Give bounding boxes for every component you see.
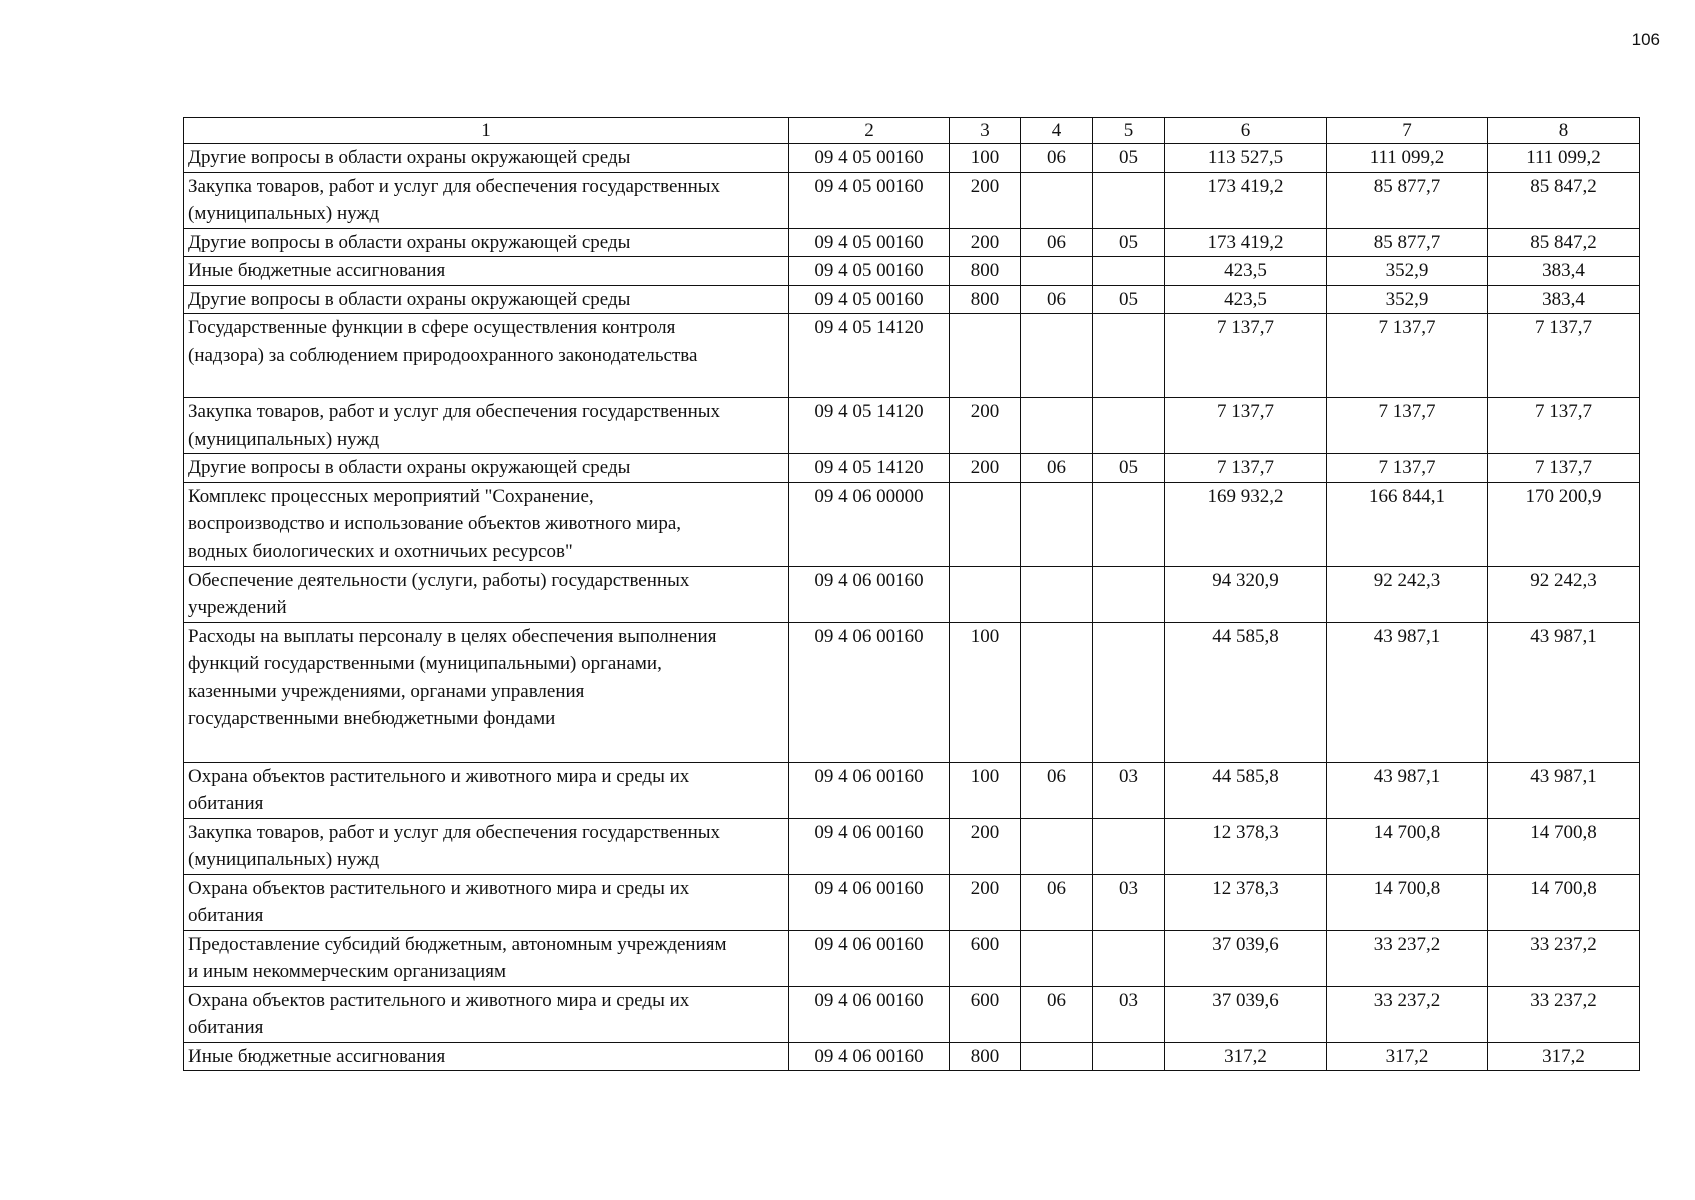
row-expense-type-cell xyxy=(950,314,1021,398)
row-amount-col6-cell: 7 137,7 xyxy=(1165,314,1327,398)
table-row xyxy=(184,144,1640,173)
row-expense-type-cell: 600 xyxy=(950,986,1021,1042)
row-amount-col6-cell: 173 419,2 xyxy=(1165,228,1327,257)
row-name-cell: Закупка товаров, работ и услуг для обеспечения государственных (муниципальных) нужд xyxy=(184,172,789,228)
table-row xyxy=(184,566,1640,622)
table-row xyxy=(184,398,1640,454)
row-subsection-cell xyxy=(1093,314,1165,398)
header-cell: 6 xyxy=(1165,118,1327,144)
header-cell: 2 xyxy=(789,118,950,144)
row-amount-col6-cell: 7 137,7 xyxy=(1165,454,1327,483)
row-code-cell: 09 4 06 00160 xyxy=(789,1042,950,1071)
row-section-cell xyxy=(1021,482,1093,566)
row-name-cell: Иные бюджетные ассигнования xyxy=(184,257,789,286)
row-amount-col6-cell: 317,2 xyxy=(1165,1042,1327,1071)
row-subsection-cell xyxy=(1093,622,1165,762)
row-amount-col8-cell: 111 099,2 xyxy=(1488,144,1640,173)
row-amount-col7-cell: 352,9 xyxy=(1327,257,1488,286)
row-section-cell xyxy=(1021,314,1093,398)
row-subsection-cell xyxy=(1093,566,1165,622)
row-section-cell: 06 xyxy=(1021,986,1093,1042)
row-subsection-cell: 05 xyxy=(1093,144,1165,173)
row-amount-col6-cell: 37 039,6 xyxy=(1165,986,1327,1042)
row-expense-type-cell: 800 xyxy=(950,285,1021,314)
budget-table xyxy=(183,117,1640,1071)
row-expense-type-cell: 600 xyxy=(950,930,1021,986)
row-amount-col8-cell: 43 987,1 xyxy=(1488,622,1640,762)
row-amount-col7-cell: 352,9 xyxy=(1327,285,1488,314)
row-amount-col6-cell: 423,5 xyxy=(1165,257,1327,286)
row-expense-type-cell: 200 xyxy=(950,874,1021,930)
table-row xyxy=(184,172,1640,228)
row-amount-col6-cell: 7 137,7 xyxy=(1165,398,1327,454)
table-row xyxy=(184,930,1640,986)
row-subsection-cell: 03 xyxy=(1093,874,1165,930)
row-amount-col6-cell: 423,5 xyxy=(1165,285,1327,314)
row-section-cell: 06 xyxy=(1021,144,1093,173)
row-expense-type-cell: 100 xyxy=(950,762,1021,818)
row-code-cell: 09 4 06 00160 xyxy=(789,874,950,930)
row-expense-type-cell: 200 xyxy=(950,818,1021,874)
row-code-cell: 09 4 05 00160 xyxy=(789,172,950,228)
row-amount-col8-cell: 317,2 xyxy=(1488,1042,1640,1071)
row-amount-col7-cell: 43 987,1 xyxy=(1327,622,1488,762)
row-expense-type-cell: 100 xyxy=(950,144,1021,173)
row-name-cell: Другие вопросы в области охраны окружающей среды xyxy=(184,144,789,173)
row-name-cell: Охрана объектов растительного и животного мира и среды их обитания xyxy=(184,762,789,818)
row-amount-col6-cell: 94 320,9 xyxy=(1165,566,1327,622)
row-name-cell: Другие вопросы в области охраны окружающей среды xyxy=(184,454,789,483)
row-amount-col6-cell: 12 378,3 xyxy=(1165,818,1327,874)
row-subsection-cell xyxy=(1093,398,1165,454)
row-code-cell: 09 4 05 14120 xyxy=(789,398,950,454)
row-expense-type-cell: 800 xyxy=(950,1042,1021,1071)
row-code-cell: 09 4 06 00160 xyxy=(789,818,950,874)
row-name-cell: Иные бюджетные ассигнования xyxy=(184,1042,789,1071)
row-subsection-cell xyxy=(1093,818,1165,874)
table-row xyxy=(184,314,1640,398)
row-name-cell: Охрана объектов растительного и животного мира и среды их обитания xyxy=(184,986,789,1042)
row-amount-col7-cell: 111 099,2 xyxy=(1327,144,1488,173)
row-amount-col6-cell: 173 419,2 xyxy=(1165,172,1327,228)
row-subsection-cell: 03 xyxy=(1093,762,1165,818)
row-name-cell: Расходы на выплаты персоналу в целях обеспечения выполнения функций государственными (муниципальными) органами, казенными учреждениями, органами управления государственными внебюджетными фондами xyxy=(184,622,789,762)
table-header-row xyxy=(184,118,1640,144)
row-name-cell: Другие вопросы в области охраны окружающей среды xyxy=(184,285,789,314)
row-amount-col7-cell: 33 237,2 xyxy=(1327,986,1488,1042)
row-code-cell: 09 4 06 00160 xyxy=(789,566,950,622)
row-code-cell: 09 4 05 00160 xyxy=(789,257,950,286)
row-amount-col8-cell: 33 237,2 xyxy=(1488,930,1640,986)
table-row xyxy=(184,986,1640,1042)
row-amount-col6-cell: 113 527,5 xyxy=(1165,144,1327,173)
row-name-cell: Другие вопросы в области охраны окружающей среды xyxy=(184,228,789,257)
row-section-cell xyxy=(1021,1042,1093,1071)
row-expense-type-cell xyxy=(950,482,1021,566)
row-expense-type-cell: 200 xyxy=(950,172,1021,228)
table-row xyxy=(184,285,1640,314)
row-amount-col7-cell: 166 844,1 xyxy=(1327,482,1488,566)
row-amount-col7-cell: 7 137,7 xyxy=(1327,454,1488,483)
row-expense-type-cell: 200 xyxy=(950,398,1021,454)
page-number: 106 xyxy=(1631,30,1660,49)
row-amount-col8-cell: 33 237,2 xyxy=(1488,986,1640,1042)
table-row xyxy=(184,1042,1640,1071)
row-code-cell: 09 4 06 00000 xyxy=(789,482,950,566)
row-name-cell: Комплекс процессных мероприятий "Сохранение, воспроизводство и использование объектов животного мира, водных биологических и охотничьих ресурсов" xyxy=(184,482,789,566)
row-code-cell: 09 4 05 00160 xyxy=(789,228,950,257)
table-row xyxy=(184,482,1640,566)
row-section-cell: 06 xyxy=(1021,874,1093,930)
row-expense-type-cell: 100 xyxy=(950,622,1021,762)
row-name-cell: Обеспечение деятельности (услуги, работы) государственных учреждений xyxy=(184,566,789,622)
row-code-cell: 09 4 06 00160 xyxy=(789,622,950,762)
row-section-cell xyxy=(1021,172,1093,228)
table-row xyxy=(184,622,1640,762)
row-amount-col7-cell: 85 877,7 xyxy=(1327,172,1488,228)
row-amount-col6-cell: 12 378,3 xyxy=(1165,874,1327,930)
row-name-cell: Закупка товаров, работ и услуг для обеспечения государственных (муниципальных) нужд xyxy=(184,398,789,454)
table-row xyxy=(184,454,1640,483)
row-amount-col8-cell: 92 242,3 xyxy=(1488,566,1640,622)
table-body xyxy=(184,118,1640,1071)
header-cell: 1 xyxy=(184,118,789,144)
row-amount-col8-cell: 7 137,7 xyxy=(1488,398,1640,454)
row-amount-col7-cell: 7 137,7 xyxy=(1327,314,1488,398)
row-amount-col7-cell: 43 987,1 xyxy=(1327,762,1488,818)
row-amount-col8-cell: 14 700,8 xyxy=(1488,818,1640,874)
row-amount-col8-cell: 7 137,7 xyxy=(1488,314,1640,398)
row-section-cell: 06 xyxy=(1021,762,1093,818)
row-section-cell xyxy=(1021,398,1093,454)
row-subsection-cell xyxy=(1093,482,1165,566)
row-expense-type-cell: 200 xyxy=(950,454,1021,483)
row-amount-col6-cell: 44 585,8 xyxy=(1165,762,1327,818)
row-name-cell: Государственные функции в сфере осуществления контроля (надзора) за соблюдением природоохранного законодательства xyxy=(184,314,789,398)
row-amount-col7-cell: 7 137,7 xyxy=(1327,398,1488,454)
row-amount-col8-cell: 85 847,2 xyxy=(1488,228,1640,257)
row-section-cell xyxy=(1021,930,1093,986)
row-section-cell xyxy=(1021,257,1093,286)
row-amount-col8-cell: 383,4 xyxy=(1488,285,1640,314)
row-subsection-cell: 05 xyxy=(1093,228,1165,257)
row-subsection-cell: 05 xyxy=(1093,454,1165,483)
row-section-cell xyxy=(1021,566,1093,622)
row-amount-col8-cell: 43 987,1 xyxy=(1488,762,1640,818)
row-subsection-cell xyxy=(1093,172,1165,228)
row-amount-col7-cell: 14 700,8 xyxy=(1327,874,1488,930)
row-amount-col7-cell: 85 877,7 xyxy=(1327,228,1488,257)
row-section-cell xyxy=(1021,818,1093,874)
table-row xyxy=(184,257,1640,286)
row-subsection-cell: 03 xyxy=(1093,986,1165,1042)
row-section-cell: 06 xyxy=(1021,454,1093,483)
row-amount-col6-cell: 37 039,6 xyxy=(1165,930,1327,986)
row-name-cell: Охрана объектов растительного и животного мира и среды их обитания xyxy=(184,874,789,930)
table-row xyxy=(184,818,1640,874)
row-amount-col8-cell: 170 200,9 xyxy=(1488,482,1640,566)
row-subsection-cell xyxy=(1093,930,1165,986)
header-cell: 5 xyxy=(1093,118,1165,144)
header-cell: 3 xyxy=(950,118,1021,144)
row-code-cell: 09 4 06 00160 xyxy=(789,986,950,1042)
row-section-cell: 06 xyxy=(1021,228,1093,257)
row-name-cell: Предоставление субсидий бюджетным, автономным учреждениям и иным некоммерческим организациям xyxy=(184,930,789,986)
row-subsection-cell xyxy=(1093,1042,1165,1071)
row-section-cell: 06 xyxy=(1021,285,1093,314)
row-amount-col8-cell: 383,4 xyxy=(1488,257,1640,286)
row-amount-col8-cell: 14 700,8 xyxy=(1488,874,1640,930)
row-code-cell: 09 4 06 00160 xyxy=(789,762,950,818)
table-row xyxy=(184,762,1640,818)
row-amount-col6-cell: 169 932,2 xyxy=(1165,482,1327,566)
table-row xyxy=(184,874,1640,930)
row-subsection-cell xyxy=(1093,257,1165,286)
row-expense-type-cell: 200 xyxy=(950,228,1021,257)
row-code-cell: 09 4 05 14120 xyxy=(789,314,950,398)
row-amount-col7-cell: 92 242,3 xyxy=(1327,566,1488,622)
header-cell: 4 xyxy=(1021,118,1093,144)
row-code-cell: 09 4 05 14120 xyxy=(789,454,950,483)
row-amount-col8-cell: 7 137,7 xyxy=(1488,454,1640,483)
row-amount-col7-cell: 33 237,2 xyxy=(1327,930,1488,986)
row-amount-col8-cell: 85 847,2 xyxy=(1488,172,1640,228)
header-cell: 8 xyxy=(1488,118,1640,144)
row-code-cell: 09 4 05 00160 xyxy=(789,144,950,173)
table-row xyxy=(184,228,1640,257)
header-cell: 7 xyxy=(1327,118,1488,144)
row-expense-type-cell xyxy=(950,566,1021,622)
row-section-cell xyxy=(1021,622,1093,762)
row-amount-col6-cell: 44 585,8 xyxy=(1165,622,1327,762)
row-expense-type-cell: 800 xyxy=(950,257,1021,286)
row-amount-col7-cell: 317,2 xyxy=(1327,1042,1488,1071)
row-subsection-cell: 05 xyxy=(1093,285,1165,314)
row-code-cell: 09 4 05 00160 xyxy=(789,285,950,314)
row-name-cell: Закупка товаров, работ и услуг для обеспечения государственных (муниципальных) нужд xyxy=(184,818,789,874)
row-code-cell: 09 4 06 00160 xyxy=(789,930,950,986)
row-amount-col7-cell: 14 700,8 xyxy=(1327,818,1488,874)
